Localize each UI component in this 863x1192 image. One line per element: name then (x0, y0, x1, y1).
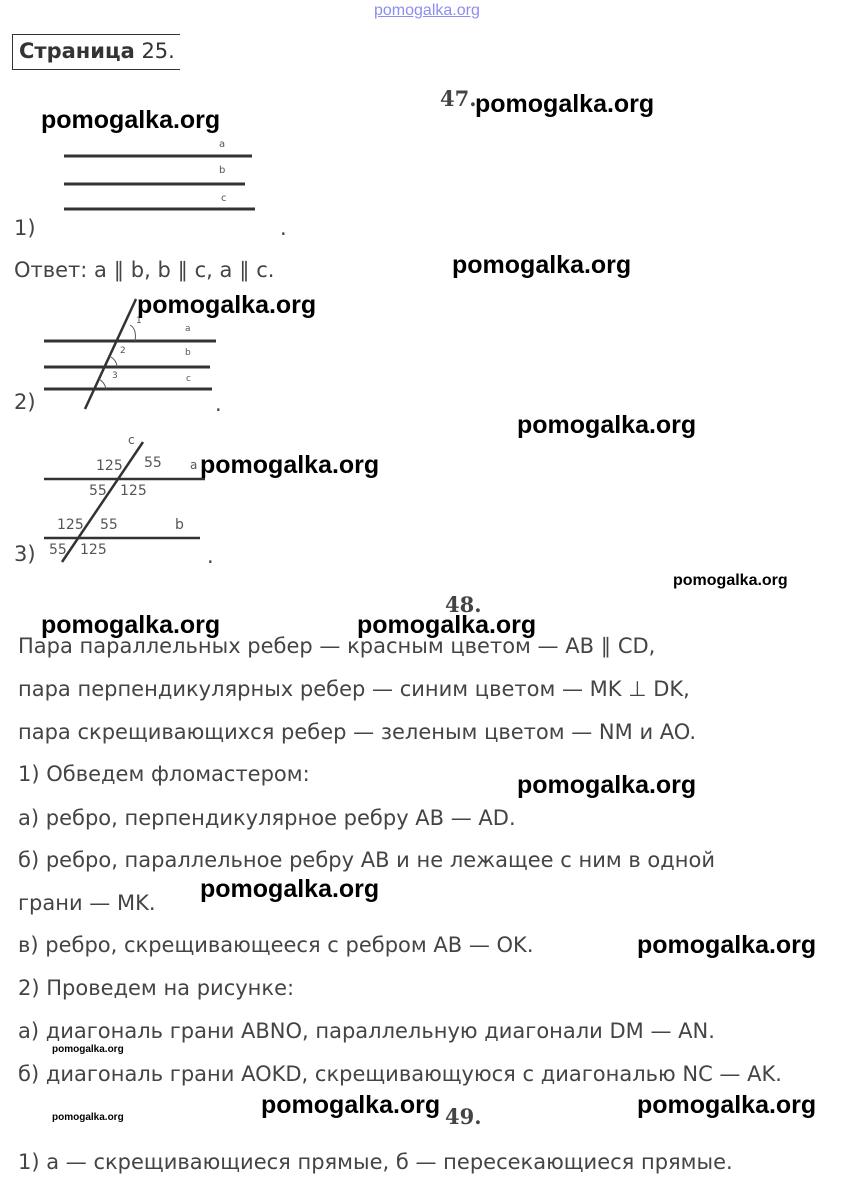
angle-value-55-1: 55 (144, 455, 162, 471)
top-watermark-link[interactable]: pomogalka.org (374, 2, 480, 19)
answer-47: Ответ: a ∥ b, b ∥ c, a ∥ c. (14, 258, 275, 282)
angle-value-55-4: 55 (49, 542, 67, 558)
p49-line-1: 1) а — скрещивающиеся прямые, б — пересекающиеся прямые. (18, 1150, 733, 1174)
problem-49-number: 49. (445, 1104, 482, 1129)
p48-line-9: 2) Проведем на рисунке: (18, 976, 295, 1000)
angle-value-125-2: 125 (120, 483, 147, 499)
angle-value-125-1: 125 (96, 458, 123, 474)
figure-angle-values (40, 432, 210, 567)
transversal-label-c: c (128, 433, 135, 447)
watermark: pomogalka.org (637, 1091, 817, 1119)
line-label-c: c (221, 193, 227, 204)
p48-line-2: пара перпендикулярных ребер — синим цветом — MK ⊥ DK, (18, 677, 690, 701)
line-label-a: a (219, 139, 226, 150)
p48-line-10: а) диагональ грани ABNO, параллельную диагонали DM — AN. (18, 1019, 715, 1043)
page-header (12, 34, 180, 70)
item-3-dot: . (207, 544, 214, 568)
p48-line-5: а) ребро, перпендикулярное ребру AB — AD. (18, 806, 516, 830)
item-1-label: 1) (14, 216, 36, 240)
item-3-label: 3) (14, 542, 36, 566)
watermark: pomogalka.org (475, 90, 655, 118)
page-number: 25. (141, 39, 175, 63)
problem-47-number: 47. (440, 86, 477, 111)
page-label: Страница (19, 39, 135, 63)
p48-line-3: пара скрещивающихся ребер — зеленым цветом — NM и AO. (18, 720, 697, 744)
item-2-label: 2) (14, 390, 36, 414)
p48-line-6: б) ребро, параллельное ребру AB и не лежащее с ним в одной (18, 848, 715, 872)
line2-label-a: a (185, 324, 191, 334)
watermark: pomogalka.org (137, 291, 317, 319)
line-label-b: b (219, 165, 226, 176)
angle-value-125-4: 125 (80, 542, 107, 558)
watermark: pomogalka.org (673, 572, 788, 589)
p48-line-11: б) диагональ грани AOKD, скрещивающуюся с диагональю NC — AK. (18, 1062, 782, 1086)
line2-label-b: b (185, 348, 191, 358)
watermark: pomogalka.org (200, 875, 380, 903)
watermark: pomogalka.org (357, 611, 537, 639)
watermark: pomogalka.org (41, 611, 221, 639)
watermark: pomogalka.org (200, 451, 380, 479)
p48-line-8: в) ребро, скрещивающееся с ребром AB — OK. (18, 933, 534, 957)
line2-label-c: c (186, 374, 191, 384)
p48-line-4: 1) Обведем фломастером: (18, 762, 310, 786)
angle-label-3: 3 (112, 371, 118, 381)
angle-label-1: 1 (136, 316, 142, 326)
angle-value-55-3: 55 (100, 517, 118, 533)
watermark: pomogalka.org (52, 1112, 124, 1123)
angle-value-55-2: 55 (89, 483, 107, 499)
watermark: pomogalka.org (41, 106, 221, 134)
watermark: pomogalka.org (52, 1044, 124, 1055)
p48-line-7: грани — MK. (18, 891, 156, 915)
watermark: pomogalka.org (517, 771, 697, 799)
angle-label-2: 2 (120, 346, 126, 356)
p48-line-1: Пара параллельных ребер — красным цветом — AB ∥ CD, (18, 634, 656, 658)
item-2-dot: . (215, 392, 222, 416)
watermark: pomogalka.org (637, 931, 817, 959)
line3-label-b: b (175, 517, 184, 533)
problem-48-number: 48. (445, 592, 482, 617)
line3-label-a: a (190, 458, 198, 472)
watermark: pomogalka.org (452, 251, 632, 279)
item-1-dot: . (280, 216, 287, 240)
angle-value-125-3: 125 (57, 517, 84, 533)
watermark: pomogalka.org (517, 411, 697, 439)
figure-parallel-lines (55, 132, 265, 217)
watermark: pomogalka.org (261, 1091, 441, 1119)
